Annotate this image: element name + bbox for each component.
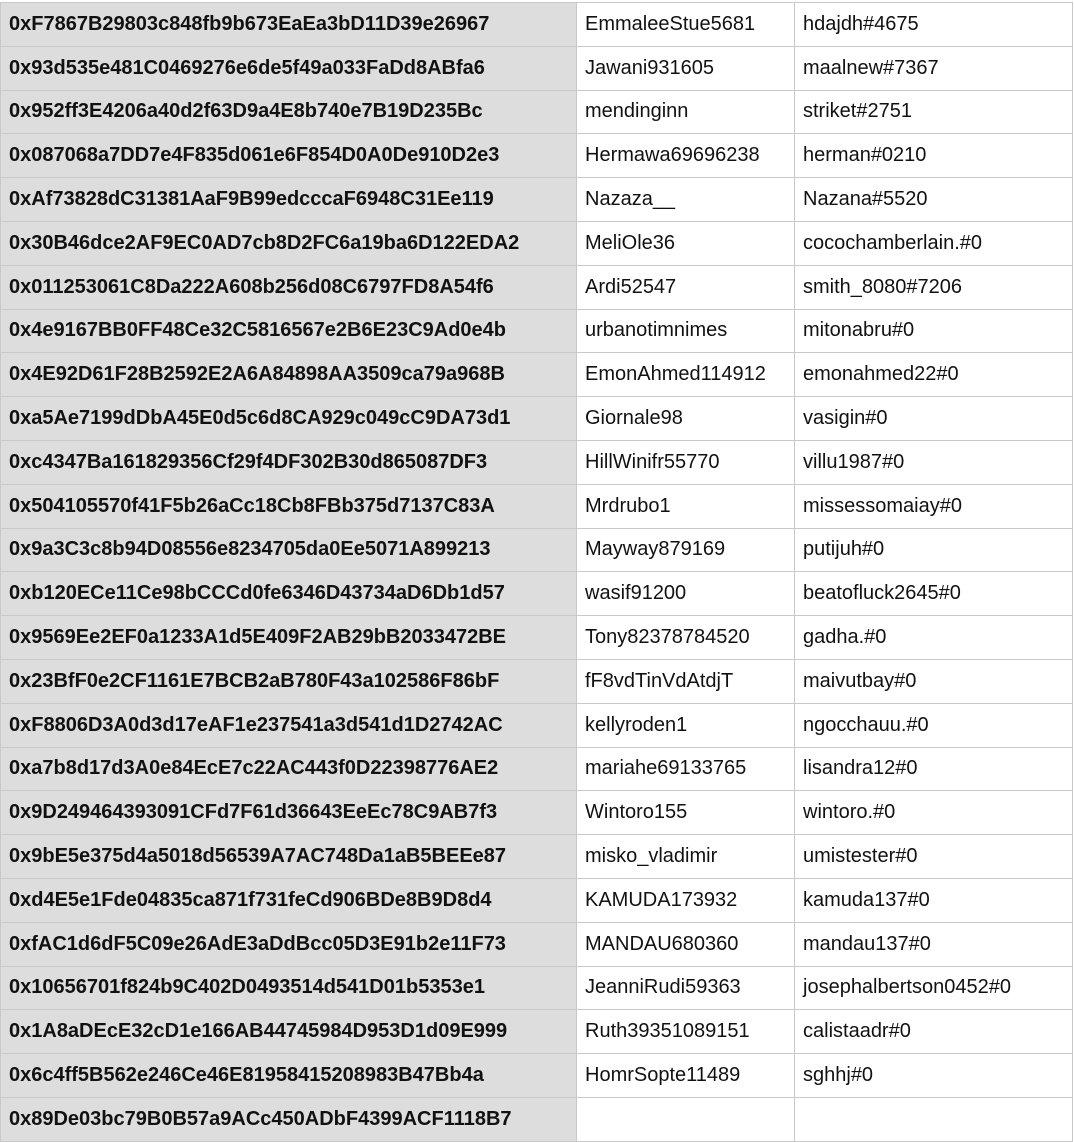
- username-cell[interactable]: Tony82378784520: [577, 616, 795, 660]
- wallet-address-cell[interactable]: 0x9569Ee2EF0a1233A1d5E409F2AB29bB2033472BE: [1, 616, 577, 660]
- username-cell[interactable]: wasif91200: [577, 572, 795, 616]
- wallet-address-cell[interactable]: 0x9bE5e375d4a5018d56539A7AC748Da1aB5BEEe87: [1, 835, 577, 879]
- username-cell[interactable]: Nazaza__: [577, 178, 795, 222]
- table-row: [1, 221, 1073, 265]
- wallet-address-cell[interactable]: 0xF7867B29803c848fb9b673EaEa3bD11D39e26967: [1, 3, 577, 47]
- username-cell[interactable]: JeanniRudi59363: [577, 966, 795, 1010]
- table-row: [1, 1097, 1073, 1141]
- discord-handle-cell[interactable]: wintoro.#0: [795, 791, 1073, 835]
- table-row: [1, 747, 1073, 791]
- username-cell[interactable]: Mayway879169: [577, 528, 795, 572]
- wallet-address-cell[interactable]: 0xb120ECe11Ce98bCCCd0fe6346D43734aD6Db1d57: [1, 572, 577, 616]
- discord-handle-cell[interactable]: ngocchauu.#0: [795, 703, 1073, 747]
- username-cell[interactable]: kellyroden1: [577, 703, 795, 747]
- spreadsheet-table: [0, 2, 1073, 1142]
- table-row: [1, 966, 1073, 1010]
- username-cell[interactable]: EmmaleeStue5681: [577, 3, 795, 47]
- username-cell[interactable]: Ardi52547: [577, 265, 795, 309]
- table-row: [1, 265, 1073, 309]
- username-cell[interactable]: MeliOle36: [577, 221, 795, 265]
- table-row: [1, 440, 1073, 484]
- discord-handle-cell[interactable]: lisandra12#0: [795, 747, 1073, 791]
- discord-handle-cell[interactable]: maalnew#7367: [795, 46, 1073, 90]
- wallet-address-cell[interactable]: 0x952ff3E4206a40d2f63D9a4E8b740e7B19D235Bc: [1, 90, 577, 134]
- table-row: [1, 178, 1073, 222]
- wallet-address-cell[interactable]: 0xAf73828dC31381AaF9B99edcccaF6948C31Ee119: [1, 178, 577, 222]
- wallet-address-cell[interactable]: 0x4E92D61F28B2592E2A6A84898AA3509ca79a968B: [1, 353, 577, 397]
- wallet-address-cell[interactable]: 0xc4347Ba161829356Cf29f4DF302B30d865087DF3: [1, 440, 577, 484]
- table-row: [1, 1054, 1073, 1098]
- username-cell[interactable]: Ruth39351089151: [577, 1010, 795, 1054]
- wallet-address-cell[interactable]: 0x504105570f41F5b26aCc18Cb8FBb375d7137C83A: [1, 484, 577, 528]
- wallet-address-cell[interactable]: 0x30B46dce2AF9EC0AD7cb8D2FC6a19ba6D122EDA2: [1, 221, 577, 265]
- discord-handle-cell[interactable]: Nazana#5520: [795, 178, 1073, 222]
- discord-handle-cell[interactable]: gadha.#0: [795, 616, 1073, 660]
- discord-handle-cell[interactable]: umistester#0: [795, 835, 1073, 879]
- username-cell[interactable]: fF8vdTinVdAtdjT: [577, 659, 795, 703]
- username-cell[interactable]: Jawani931605: [577, 46, 795, 90]
- wallet-address-cell[interactable]: 0x4e9167BB0FF48Ce32C5816567e2B6E23C9Ad0e4b: [1, 309, 577, 353]
- discord-handle-cell[interactable]: josephalbertson0452#0: [795, 966, 1073, 1010]
- table-row: [1, 703, 1073, 747]
- discord-handle-cell[interactable]: striket#2751: [795, 90, 1073, 134]
- username-cell[interactable]: KAMUDA173932: [577, 878, 795, 922]
- wallet-address-cell[interactable]: 0xd4E5e1Fde04835ca871f731feCd906BDe8B9D8d4: [1, 878, 577, 922]
- table-row: [1, 878, 1073, 922]
- wallet-address-cell[interactable]: 0x1A8aDEcE32cD1e166AB44745984D953D1d09E999: [1, 1010, 577, 1054]
- wallet-address-cell[interactable]: 0x89De03bc79B0B57a9ACc450ADbF4399ACF1118B7: [1, 1097, 577, 1141]
- discord-handle-cell[interactable]: [795, 1097, 1073, 1141]
- username-cell[interactable]: urbanotimnimes: [577, 309, 795, 353]
- wallet-address-cell[interactable]: 0xa7b8d17d3A0e84EcE7c22AC443f0D22398776AE2: [1, 747, 577, 791]
- table-row: [1, 922, 1073, 966]
- wallet-address-cell[interactable]: 0x10656701f824b9C402D0493514d541D01b5353e1: [1, 966, 577, 1010]
- table-row: [1, 616, 1073, 660]
- discord-handle-cell[interactable]: mitonabru#0: [795, 309, 1073, 353]
- table-row: [1, 835, 1073, 879]
- username-cell[interactable]: Mrdrubo1: [577, 484, 795, 528]
- wallet-address-cell[interactable]: 0xa5Ae7199dDbA45E0d5c6d8CA929c049cC9DA73d1: [1, 397, 577, 441]
- username-cell[interactable]: Giornale98: [577, 397, 795, 441]
- wallet-address-cell[interactable]: 0x9D249464393091CFd7F61d36643EeEc78C9AB7f3: [1, 791, 577, 835]
- table-row: [1, 46, 1073, 90]
- wallet-address-cell[interactable]: 0x9a3C3c8b94D08556e8234705da0Ee5071A899213: [1, 528, 577, 572]
- username-cell[interactable]: [577, 1097, 795, 1141]
- table-row: [1, 397, 1073, 441]
- discord-handle-cell[interactable]: smith_8080#7206: [795, 265, 1073, 309]
- table-row: [1, 659, 1073, 703]
- wallet-address-cell[interactable]: 0x93d535e481C0469276e6de5f49a033FaDd8ABfa6: [1, 46, 577, 90]
- discord-handle-cell[interactable]: hdajdh#4675: [795, 3, 1073, 47]
- table-row: [1, 791, 1073, 835]
- wallet-address-cell[interactable]: 0x087068a7DD7e4F835d061e6F854D0A0De910D2e3: [1, 134, 577, 178]
- wallet-address-cell[interactable]: 0x6c4ff5B562e246Ce46E81958415208983B47Bb4a: [1, 1054, 577, 1098]
- discord-handle-cell[interactable]: sghhj#0: [795, 1054, 1073, 1098]
- username-cell[interactable]: EmonAhmed114912: [577, 353, 795, 397]
- discord-handle-cell[interactable]: missessomaiay#0: [795, 484, 1073, 528]
- discord-handle-cell[interactable]: herman#0210: [795, 134, 1073, 178]
- table-row: [1, 309, 1073, 353]
- username-cell[interactable]: Wintoro155: [577, 791, 795, 835]
- table-row: [1, 572, 1073, 616]
- wallet-address-cell[interactable]: 0x011253061C8Da222A608b256d08C6797FD8A54f6: [1, 265, 577, 309]
- discord-handle-cell[interactable]: villu1987#0: [795, 440, 1073, 484]
- discord-handle-cell[interactable]: calistaadr#0: [795, 1010, 1073, 1054]
- table-row: [1, 3, 1073, 47]
- discord-handle-cell[interactable]: putijuh#0: [795, 528, 1073, 572]
- spreadsheet-body: [1, 3, 1073, 1142]
- discord-handle-cell[interactable]: mandau137#0: [795, 922, 1073, 966]
- username-cell[interactable]: Hermawa69696238: [577, 134, 795, 178]
- table-row: [1, 90, 1073, 134]
- username-cell[interactable]: mendinginn: [577, 90, 795, 134]
- username-cell[interactable]: MANDAU680360: [577, 922, 795, 966]
- username-cell[interactable]: misko_vladimir: [577, 835, 795, 879]
- discord-handle-cell[interactable]: maivutbay#0: [795, 659, 1073, 703]
- username-cell[interactable]: HomrSopte11489: [577, 1054, 795, 1098]
- wallet-address-cell[interactable]: 0xfAC1d6dF5C09e26AdE3aDdBcc05D3E91b2e11F73: [1, 922, 577, 966]
- table-row: [1, 528, 1073, 572]
- discord-handle-cell[interactable]: emonahmed22#0: [795, 353, 1073, 397]
- table-row: [1, 353, 1073, 397]
- username-cell[interactable]: HillWinifr55770: [577, 440, 795, 484]
- username-cell[interactable]: mariahe69133765: [577, 747, 795, 791]
- discord-handle-cell[interactable]: vasigin#0: [795, 397, 1073, 441]
- discord-handle-cell[interactable]: beatofluck2645#0: [795, 572, 1073, 616]
- wallet-address-cell[interactable]: 0xF8806D3A0d3d17eAF1e237541a3d541d1D2742AC: [1, 703, 577, 747]
- table-row: [1, 484, 1073, 528]
- discord-handle-cell[interactable]: cocochamberlain.#0: [795, 221, 1073, 265]
- table-row: [1, 1010, 1073, 1054]
- wallet-address-cell[interactable]: 0x23BfF0e2CF1161E7BCB2aB780F43a102586F86bF: [1, 659, 577, 703]
- discord-handle-cell[interactable]: kamuda137#0: [795, 878, 1073, 922]
- table-row: [1, 134, 1073, 178]
